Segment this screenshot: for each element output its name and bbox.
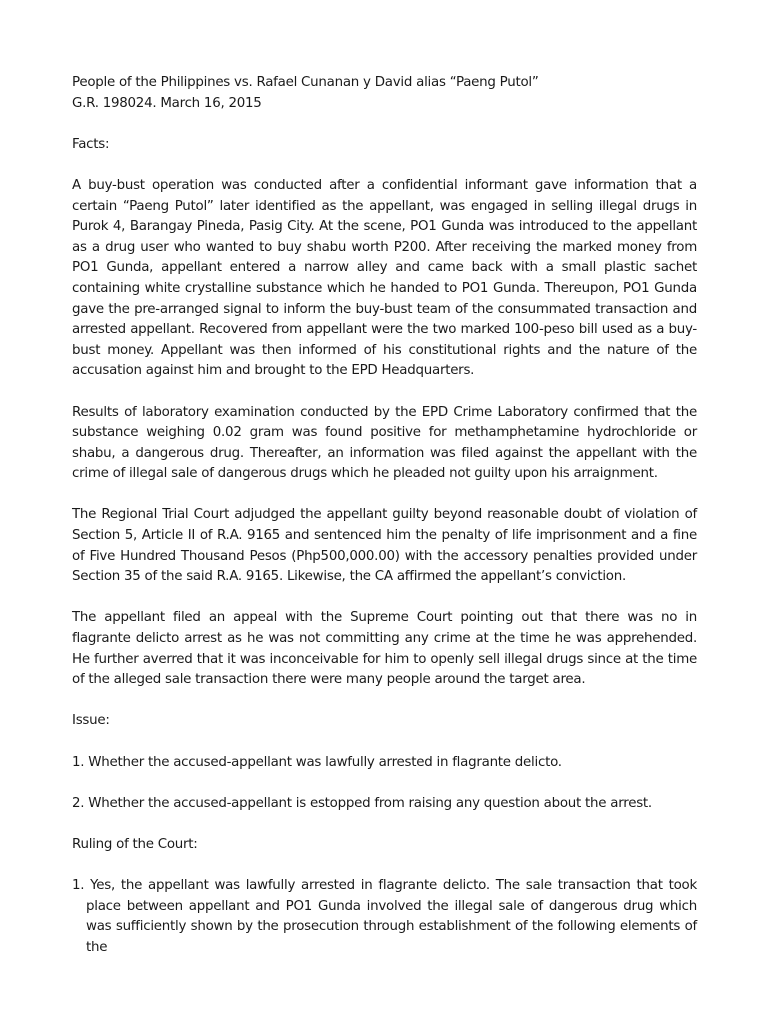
facts-paragraph: The appellant filed an appeal with the Supreme Court pointing out that there was no in flagrante delicto arrest as he was not committing any crime at the time he was apprehended. He further averred that it was inconceivable for him to openly sell illegal drugs since at the time of the alleged sale transaction there were many people around the target area.	[72, 610, 697, 688]
ruling-item: 1. Yes, the appellant was lawfully arrested in flagrante delicto. The sale transaction that took place between appellant and PO1 Gunda involved the illegal sale of dangerous drug which was sufficiently shown by the prosecution through establishment of the following elements of the	[72, 878, 697, 955]
document-page	[72, 73, 697, 959]
issue-item: 1. Whether the accused-appellant was lawfully arrested in flagrante delicto.	[72, 754, 562, 770]
case-citation: G.R. 198024. March 16, 2015	[72, 95, 262, 111]
facts-paragraph: A buy-bust operation was conducted after a confidential informant gave information that a certain “Paeng Putol” later identified as the appellant, was engaged in selling illegal drugs in Purok 4, Barangay Pineda, Pasig City. At the scene, PO1 Gunda was introduced to the appellant as a drug user who wanted to buy shabu worth P200. After receiving the marked money from PO1 Gunda, appellant entered a narrow alley and came back with a small plastic sachet containing white crystalline substance which he handed to PO1 Gunda. Thereupon, PO1 Gunda gave the pre-arranged signal to inform the buy-bust team of the consummated transaction and arrested appellant. Recovered from appellant were the two marked 100-peso bill used as a buy-bust money. Appellant was then informed of his constitutional rights and the nature of the accusation against him and brought to the EPD Headquarters.	[72, 177, 697, 379]
case-title: People of the Philippines vs. Rafael Cunanan y David alias “Paeng Putol”	[72, 75, 539, 90]
issue-item: 2. Whether the accused-appellant is estopped from raising any question about the arrest.	[72, 795, 652, 811]
facts-heading: Facts:	[72, 136, 110, 152]
ruling-heading: Ruling of the Court:	[72, 836, 198, 852]
facts-paragraph: The Regional Trial Court adjudged the appellant guilty beyond reasonable doubt of violation of Section 5, Article II of R.A. 9165 and sentenced him the penalty of life imprisonment and a fine of Five Hundred Thousand Pesos (Php500,000.00) with the accessory penalties provided under Section 35 of the said R.A. 9165. Likewise, the CA affirmed the appellant’s conviction.	[72, 507, 697, 585]
facts-paragraph: Results of laboratory examination conducted by the EPD Crime Laboratory confirmed that the substance weighing 0.02 gram was found positive for methamphetamine hydrochloride or shabu, a dangerous drug. Thereafter, an information was filed against the appellant with the crime of illegal sale of dangerous drugs which he pleaded not guilty upon his arraignment.	[72, 404, 697, 482]
issue-heading: Issue:	[72, 713, 110, 729]
